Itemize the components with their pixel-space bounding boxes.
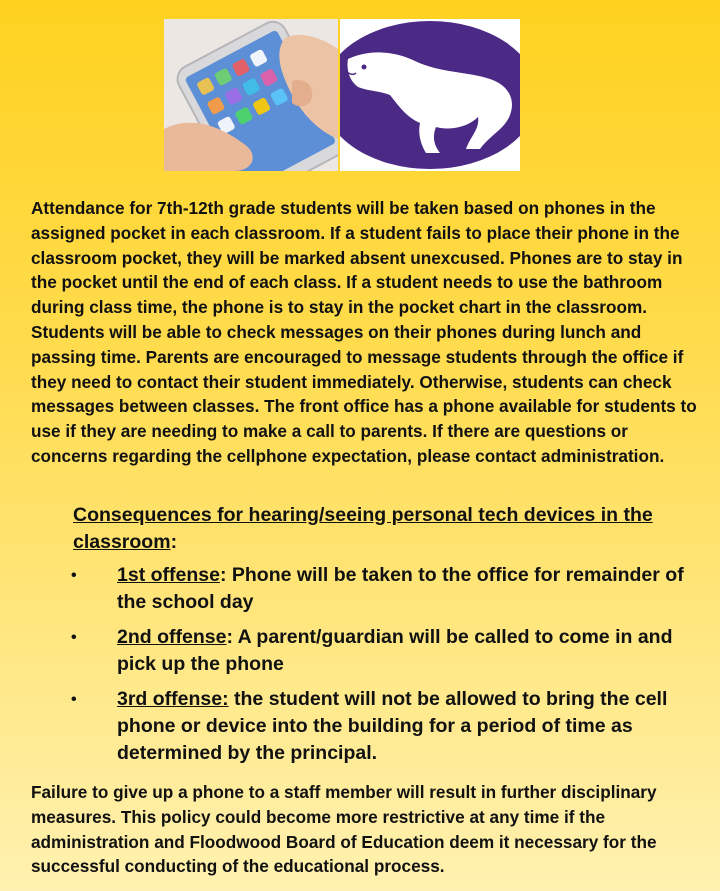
consequences-heading bbox=[73, 502, 693, 556]
attendance-policy-paragraph: Attendance for 7th-12th grade students will be taken based on phones in the assigned pocket in each classroom. If a student fails to place their phone in the classroom pocket, they will be marked absent unexcused. Phones are to stay in the pocket until the end of each class. If a student needs to use the bathroom during class time, the phone is to stay in the pocket chart in the classroom. Students will be able to check messages on their phones during lunch and passing time. Parents are encouraged to message students through the office if they need to contact their student immediately. Otherwise, students can check messages between classes. The front office has a phone available for students to use if they are needing to make a call to parents. If there are questions or concerns regarding the cellphone expectation, please contact administration. bbox=[31, 198, 697, 466]
offense-item-2 bbox=[73, 624, 693, 678]
offense-label: 1st offense bbox=[117, 564, 220, 586]
smartphone-illustration bbox=[164, 19, 338, 171]
offense-colon: : bbox=[226, 626, 233, 648]
offense-item-3 bbox=[73, 686, 693, 767]
consequences-section bbox=[73, 502, 693, 775]
bear-logo bbox=[340, 19, 520, 171]
offense-label: 3rd offense: bbox=[117, 688, 229, 710]
offense-list bbox=[73, 562, 693, 767]
offense-text: Phone will be taken to the office for remainder of the school day bbox=[117, 564, 684, 613]
header-images bbox=[164, 19, 520, 171]
bullet-icon: • bbox=[71, 567, 77, 584]
bullet-icon: • bbox=[71, 629, 77, 646]
offense-text: A parent/guardian will be called to come in and pick up the phone bbox=[117, 626, 673, 675]
smartphone-photo bbox=[164, 19, 338, 171]
disciplinary-notice-paragraph: Failure to give up a phone to a staff member will result in further disciplinary measures. This policy could become more restrictive at any time if the administration and Floodwood Board of Education deem it necessary for the successful conducting of the educational process. bbox=[31, 782, 657, 877]
bullet-icon: • bbox=[71, 691, 77, 708]
consequences-heading-colon: : bbox=[170, 531, 178, 553]
consequences-heading-text: Consequences for hearing/seeing personal tech devices in the classroom bbox=[73, 504, 653, 553]
polar-bear-logo-icon bbox=[340, 19, 520, 171]
offense-item-1 bbox=[73, 562, 693, 616]
offense-text: the student will not be allowed to bring the cell phone or device into the building for a period of time as determined by the principal. bbox=[117, 688, 668, 764]
offense-label: 2nd offense bbox=[117, 626, 227, 648]
offense-colon: : bbox=[219, 564, 227, 586]
